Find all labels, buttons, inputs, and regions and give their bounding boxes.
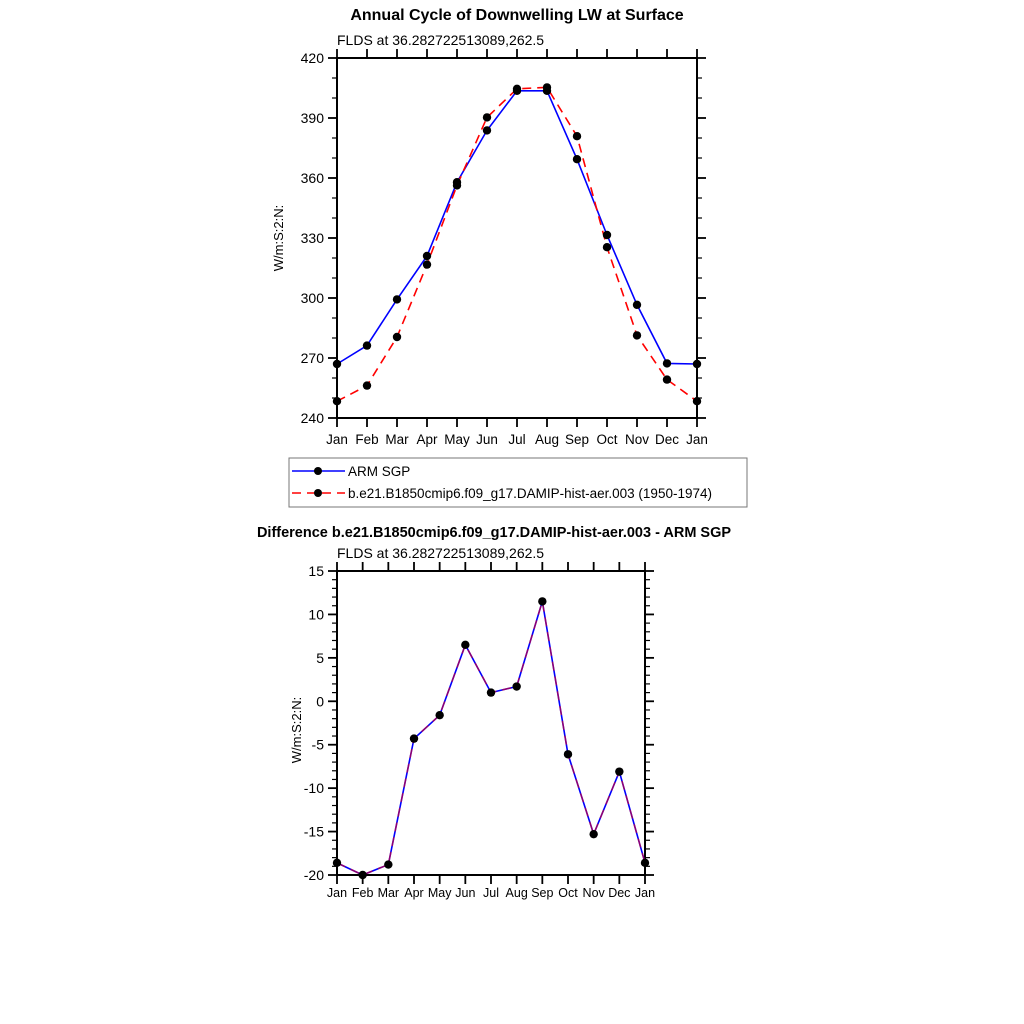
data-point-marker	[573, 155, 581, 163]
data-point-marker	[393, 295, 401, 303]
y-tick-label: 360	[300, 170, 324, 186]
data-point-marker	[663, 375, 671, 383]
x-tick-label: Oct	[558, 886, 578, 900]
x-tick-label: Jun	[476, 432, 498, 447]
series-markers	[333, 83, 701, 405]
plot-frame	[337, 58, 697, 418]
data-point-marker	[423, 260, 431, 268]
bottom-chart-subtitle: FLDS at 36.282722513089,262.5	[337, 545, 545, 561]
data-point-marker	[633, 331, 641, 339]
x-tick-label: Jun	[455, 886, 476, 900]
x-tick-label: Jan	[326, 432, 348, 447]
data-point-marker	[410, 734, 418, 742]
top-chart-subtitle: FLDS at 36.282722513089,262.5	[337, 32, 545, 48]
data-point-marker	[333, 360, 341, 368]
series-line-0-overlay	[337, 601, 645, 875]
y-tick-label: 330	[300, 230, 324, 246]
y-tick-label: 15	[308, 563, 324, 579]
y-tick-label: -5	[311, 736, 324, 753]
plot-frame	[337, 571, 645, 875]
data-point-marker	[589, 830, 597, 838]
data-point-marker	[333, 859, 341, 867]
x-tick-label: Dec	[654, 432, 680, 447]
data-point-marker	[513, 85, 521, 93]
axis-tick-labels	[301, 50, 708, 447]
data-point-marker	[543, 83, 551, 91]
data-point-marker	[363, 341, 371, 349]
legend-label-arm-sgp: ARM SGP	[348, 464, 411, 479]
data-point-marker	[393, 333, 401, 341]
data-point-marker	[538, 597, 546, 605]
x-tick-label: Nov	[582, 886, 605, 900]
y-tick-label: 300	[300, 290, 324, 306]
axis-ticks	[328, 49, 706, 427]
y-tick-label: -15	[303, 823, 324, 840]
x-tick-label: Mar	[385, 432, 409, 447]
bottom-plot-area	[304, 562, 655, 900]
x-tick-label: Aug	[534, 432, 560, 447]
data-point-marker	[453, 181, 461, 189]
x-tick-label: Sep	[564, 432, 590, 447]
data-point-marker	[487, 688, 495, 696]
series-markers	[333, 597, 649, 879]
y-tick-label: 0	[316, 693, 324, 710]
x-tick-label: Feb	[351, 886, 374, 900]
data-point-marker	[641, 859, 649, 867]
x-tick-label: Mar	[377, 886, 400, 900]
data-point-marker	[384, 860, 392, 868]
top-plot-area	[301, 49, 708, 447]
top-chart-title: Annual Cycle of Downwelling LW at Surface	[350, 7, 684, 24]
y-tick-label: 390	[300, 110, 324, 126]
top-chart-y-axis-label: W/m:S:2:N:	[271, 204, 286, 272]
y-tick-label: 240	[300, 410, 324, 426]
bottom-chart-title: Difference b.e21.B1850cmip6.f09_g17.DAMIP-hist-aer.003 - ARM SGP	[256, 525, 732, 541]
x-tick-label: May	[444, 432, 470, 447]
data-point-marker	[461, 641, 469, 649]
legend-label-model: b.e21.B1850cmip6.f09_g17.DAMIP-hist-aer.003 (1950-1974)	[348, 486, 712, 501]
y-tick-label: 270	[300, 350, 324, 366]
data-point-marker	[603, 231, 611, 239]
x-tick-label: Apr	[404, 886, 424, 900]
x-tick-label: May	[427, 886, 452, 900]
data-point-marker	[483, 113, 491, 121]
data-point-marker	[423, 252, 431, 260]
data-point-marker	[633, 301, 641, 309]
x-tick-label: Feb	[355, 432, 379, 447]
data-point-marker	[693, 397, 701, 405]
x-tick-label: Jan	[634, 886, 656, 900]
x-tick-label: Dec	[608, 886, 631, 900]
legend-marker-model	[314, 489, 322, 497]
y-tick-label: -10	[303, 780, 324, 797]
legend	[289, 458, 747, 507]
data-point-marker	[512, 682, 520, 690]
data-point-marker	[483, 126, 491, 134]
legend-marker-arm-sgp	[314, 467, 322, 475]
y-tick-label: 10	[308, 606, 324, 623]
data-point-marker	[693, 360, 701, 368]
bottom-chart-y-axis-label: W/m:S:2:N:	[289, 696, 304, 764]
x-tick-label: Apr	[416, 432, 438, 447]
series-line-0	[337, 91, 697, 364]
series-line-1	[337, 87, 697, 401]
data-point-marker	[663, 359, 671, 367]
x-tick-label: Nov	[624, 432, 650, 447]
series-line-0	[337, 601, 645, 875]
data-point-marker	[333, 397, 341, 405]
axis-ticks	[328, 562, 654, 884]
data-point-marker	[363, 381, 371, 389]
data-point-marker	[564, 750, 572, 758]
x-tick-label: Sep	[531, 886, 554, 900]
axis-tick-labels	[304, 563, 655, 900]
x-tick-label: Jan	[326, 886, 348, 900]
data-point-marker	[573, 132, 581, 140]
data-point-marker	[603, 243, 611, 251]
y-tick-label: 420	[300, 50, 324, 66]
data-point-marker	[435, 711, 443, 719]
x-tick-label: Jan	[686, 432, 708, 447]
data-point-marker	[358, 871, 366, 879]
data-point-marker	[615, 767, 623, 775]
x-tick-label: Jul	[508, 432, 526, 447]
x-tick-label: Jul	[483, 886, 499, 900]
y-tick-label: -20	[303, 867, 324, 883]
y-tick-label: 5	[316, 649, 324, 666]
x-tick-label: Oct	[596, 432, 618, 447]
x-tick-label: Aug	[505, 886, 528, 900]
